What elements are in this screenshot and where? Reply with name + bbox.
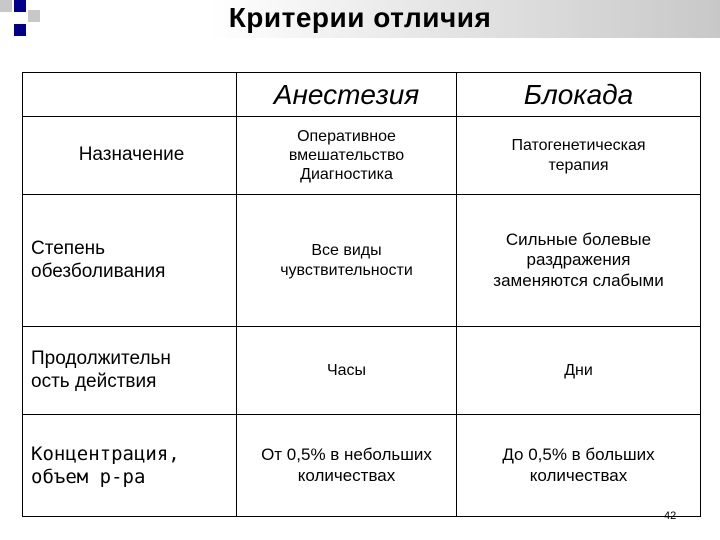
page-number: 42 (664, 510, 677, 522)
cell-line: Оперативное (297, 127, 396, 145)
cell-blockade-duration (457, 327, 701, 415)
cell-line: Дни (564, 361, 593, 379)
cell-line: количествах (529, 465, 628, 485)
cell-line: Диагностика (300, 166, 393, 184)
label-line: Степень (31, 237, 106, 259)
table-row (23, 415, 701, 517)
header-blockade: Блокада (457, 73, 701, 117)
label-line: ость действия (31, 370, 157, 392)
cell-line: терапия (548, 156, 609, 174)
cell-line: раздражения (526, 250, 631, 270)
table-row (23, 195, 701, 327)
label-line: Назначение (78, 144, 185, 166)
cell-line: вмешательство (288, 146, 405, 164)
row-label-purpose (23, 117, 237, 195)
cell-line: До 0,5% в больших (502, 445, 655, 465)
cell-line: чувствительности (280, 261, 413, 279)
header-empty-cell (23, 73, 237, 117)
header-anesthesia: Анестезия (237, 73, 457, 117)
cell-line: Сильные болевые (505, 229, 652, 249)
cell-blockade-degree (457, 195, 701, 327)
cell-line: количествах (297, 465, 396, 485)
label-line: объем р-ра (31, 465, 146, 488)
label-line: обезболивания (31, 260, 166, 282)
cell-line: Часы (326, 361, 367, 379)
label-line: Продолжительн (31, 347, 171, 369)
cell-line: Все виды (311, 242, 382, 260)
cell-blockade-purpose (457, 117, 701, 195)
row-label-degree (23, 195, 237, 327)
cell-anesthesia-purpose (237, 117, 457, 195)
cell-blockade-concentration (457, 415, 701, 517)
cell-anesthesia-duration (237, 327, 457, 415)
table-row (23, 327, 701, 415)
table-row (23, 117, 701, 195)
row-label-concentration (23, 415, 237, 517)
label-line: Концентрация, (31, 442, 180, 465)
page-title: Критерии отличия (228, 2, 492, 33)
cell-anesthesia-degree (237, 195, 457, 327)
cell-line: От 0,5% в небольших (261, 445, 432, 465)
header-row (23, 73, 701, 117)
cell-line: заменяются слабыми (493, 270, 664, 290)
comparison-table (22, 72, 701, 517)
row-label-duration (23, 327, 237, 415)
cell-anesthesia-concentration (237, 415, 457, 517)
cell-line: Патогенетическая (511, 137, 646, 155)
